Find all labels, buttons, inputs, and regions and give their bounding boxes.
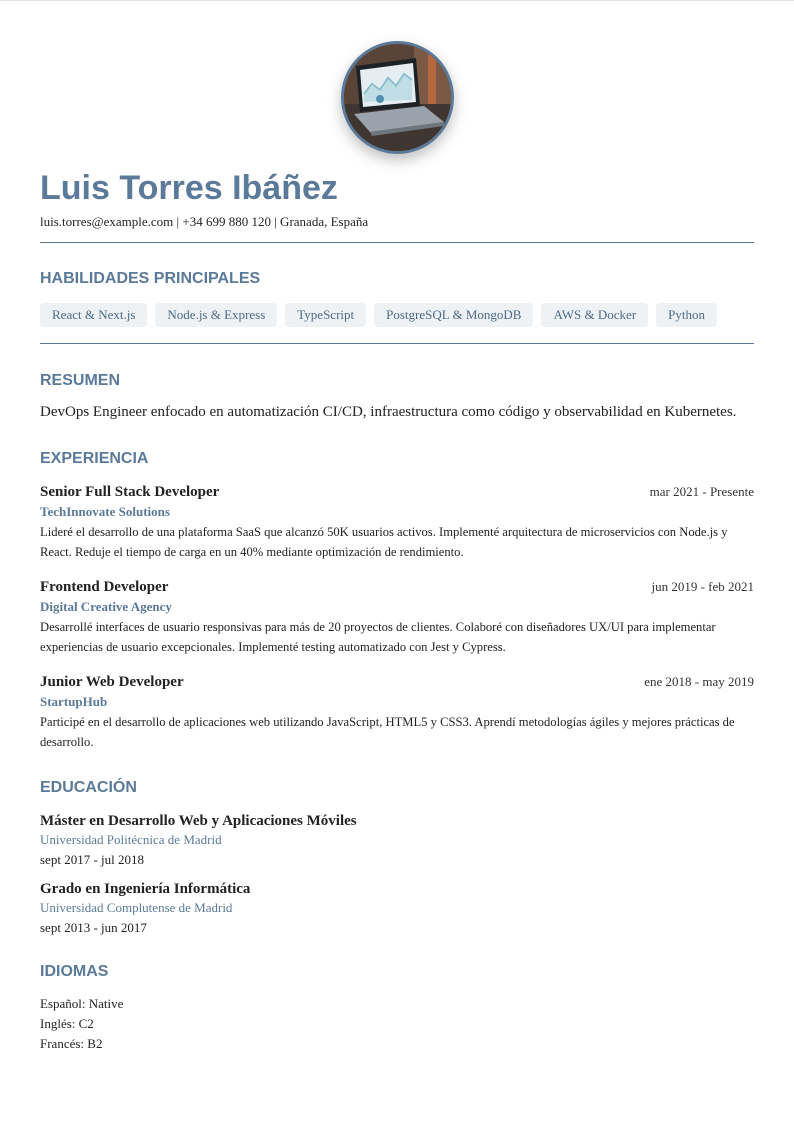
- skills-heading: HABILIDADES PRINCIPALES: [40, 270, 261, 287]
- profile-photo: [341, 41, 454, 154]
- job-date: jun 2019 - feb 2021: [651, 579, 754, 594]
- job-title: Junior Web Developer: [40, 674, 184, 690]
- laptop-photo-icon: [344, 44, 451, 151]
- job-title: Frontend Developer: [40, 579, 169, 595]
- skill-chip: React & Next.js: [40, 303, 147, 327]
- education-date: sept 2013 - jun 2017: [40, 920, 147, 935]
- skills-list: [40, 303, 717, 327]
- job-description: Desarrollé interfaces de usuario responsivas para más de 20 proyectos de clientes. Colaboré con diseñadores UX/UI para implementar experiencias de usuario excepcionales. Implementé testing automatizado con Jest y Cypress.: [40, 620, 716, 654]
- language-item: Francés: B2: [40, 1036, 103, 1051]
- job-title: Senior Full Stack Developer: [40, 484, 220, 500]
- education-heading: EDUCACIÓN: [40, 779, 137, 796]
- language-item: Español: Native: [40, 996, 124, 1011]
- job-date: mar 2021 - Presente: [649, 484, 754, 499]
- job-company: StartupHub: [40, 694, 108, 709]
- summary-heading: RESUMEN: [40, 372, 121, 389]
- school-name: Universidad Complutense de Madrid: [40, 900, 233, 915]
- contact-info: luis.torres@example.com | +34 699 880 120 | Granada, España: [40, 214, 369, 229]
- job-entry: [40, 577, 754, 657]
- job-description: Lideré el desarrollo de una plataforma SaaS que alcanzó 50K usuarios activos. Implementé arquitectura de microservicios con Node.js y React. Reduje el tiempo de carga en un 40% mediante optimización de rendimiento.: [40, 525, 728, 559]
- skill-chip: Python: [656, 303, 717, 327]
- divider: [40, 242, 754, 243]
- skill-chip: TypeScript: [285, 303, 366, 327]
- experience-heading: EXPERIENCIA: [40, 450, 149, 467]
- education-date: sept 2017 - jul 2018: [40, 852, 144, 867]
- summary-text: DevOps Engineer enfocado en automatización CI/CD, infraestructura como código y observabilidad en Kubernetes.: [40, 404, 737, 420]
- education-entry: [40, 879, 754, 938]
- languages-heading: IDIOMAS: [40, 963, 109, 980]
- candidate-name: Luis Torres Ibáñez: [40, 169, 338, 207]
- school-name: Universidad Politécnica de Madrid: [40, 832, 222, 847]
- job-description: Participé en el desarrollo de aplicaciones web utilizando JavaScript, HTML5 y CSS3. Aprendí metodologías ágiles y mejores prácticas de desarrollo.: [40, 715, 735, 749]
- skill-chip: Node.js & Express: [155, 303, 277, 327]
- languages-list: [40, 994, 123, 1054]
- divider: [40, 343, 754, 344]
- degree-title: Grado en Ingeniería Informática: [40, 881, 251, 897]
- job-company: TechInnovate Solutions: [40, 504, 170, 519]
- education-entry: [40, 811, 754, 870]
- skill-chip: PostgreSQL & MongoDB: [374, 303, 533, 327]
- job-entry: [40, 672, 754, 752]
- degree-title: Máster en Desarrollo Web y Aplicaciones Móviles: [40, 813, 357, 829]
- language-item: Inglés: C2: [40, 1016, 94, 1031]
- skill-chip: AWS & Docker: [541, 303, 648, 327]
- job-company: Digital Creative Agency: [40, 599, 172, 614]
- job-date: ene 2018 - may 2019: [644, 674, 754, 689]
- job-entry: [40, 482, 754, 562]
